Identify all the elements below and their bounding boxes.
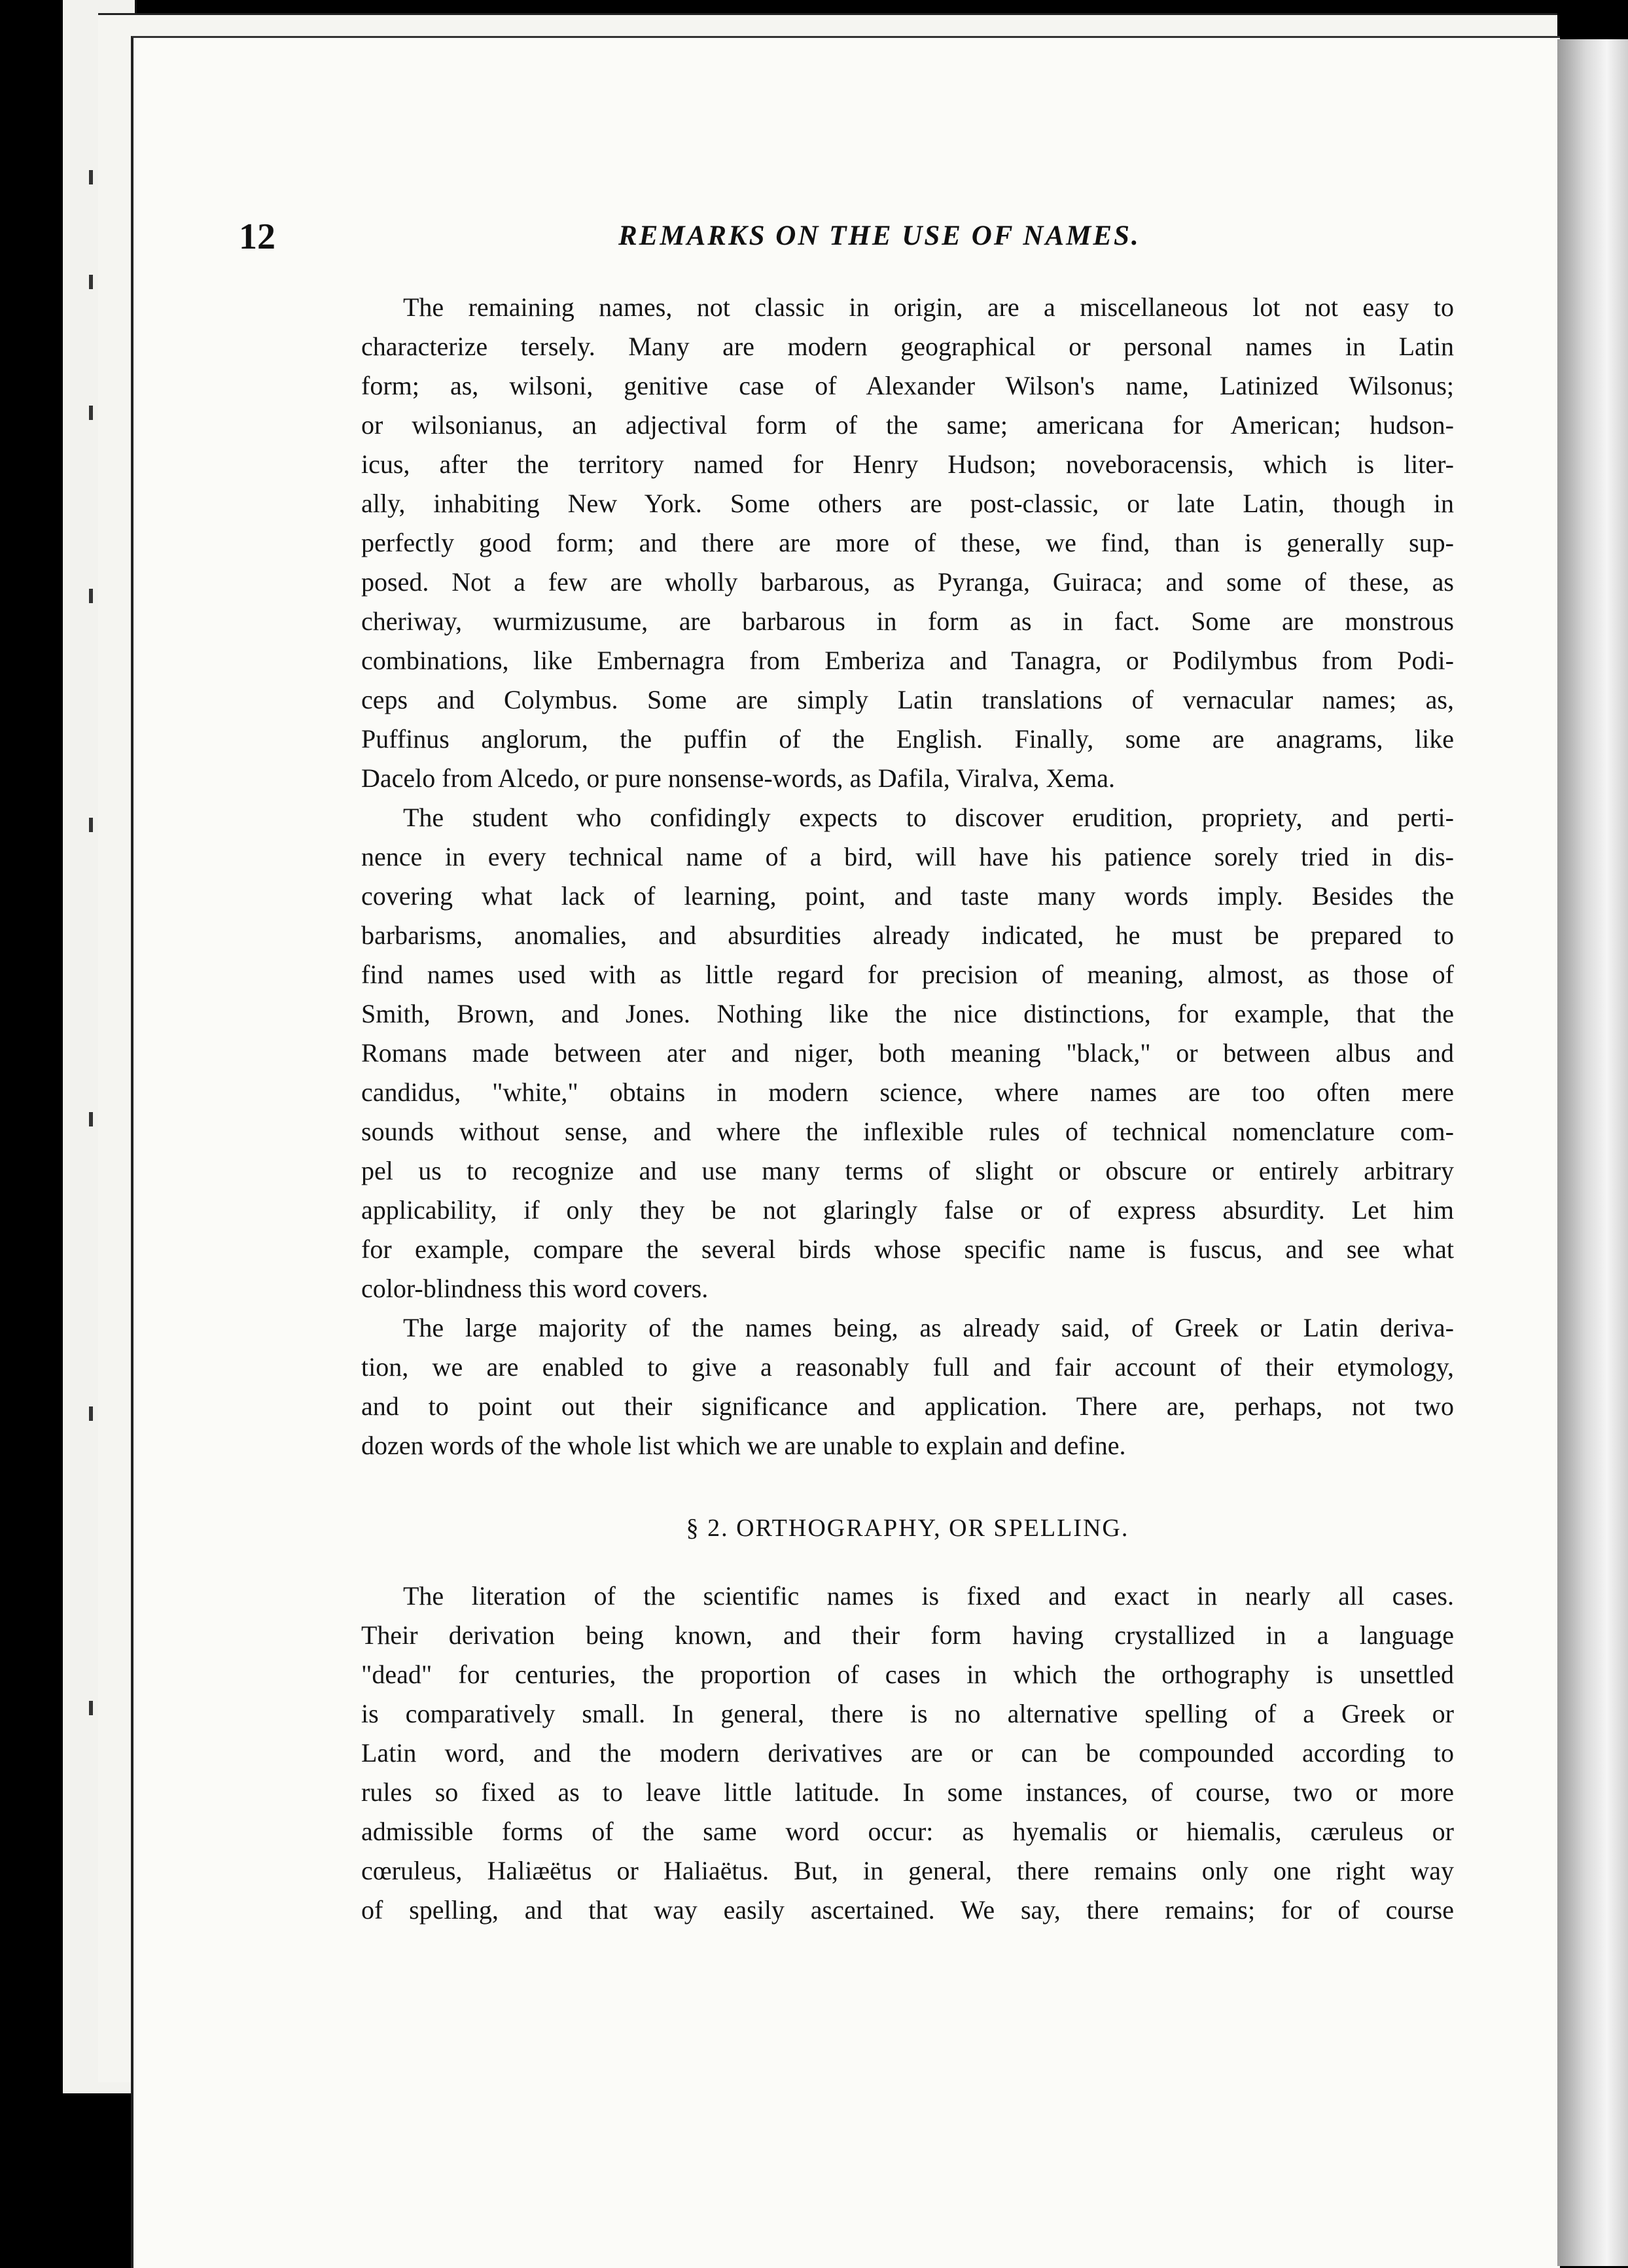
text-line: form; as, wilsoni, genitive case of Alexander Wilson's name, Latinized Wilsonus; [361, 371, 1454, 400]
edge-mark [89, 589, 93, 603]
text-line: Romans made between ater and niger, both meaning "black," or between albus and [361, 1038, 1454, 1068]
text-line: covering what lack of learning, point, and taste many words imply. Besides the [361, 881, 1454, 911]
text-line: Dacelo from Alcedo, or pure nonsense-words, as Dafila, Viralva, Xema. [361, 763, 1116, 793]
text-line: "dead" for centuries, the proportion of cases in which the orthography is unsettled [361, 1660, 1454, 1689]
text-line: color-blindness this word covers. [361, 1274, 709, 1303]
page-header [239, 216, 1456, 268]
text-line: cœruleus, Haliæëtus or Haliaëtus. But, in general, there remains only one right way [361, 1856, 1454, 1885]
text-line: ally, inhabiting New York. Some others are post-classic, or late Latin, though in [361, 489, 1454, 518]
text-line: for example, compare the several birds whose specific name is fuscus, and see what [361, 1234, 1454, 1264]
text-line: icus, after the territory named for Henry Hudson; noveboracensis, which is liter- [361, 449, 1454, 479]
text-line: is comparatively small. In general, there is no alternative spelling of a Greek or [361, 1699, 1454, 1728]
text-line: and to point out their significance and application. There are, perhaps, not two [361, 1391, 1454, 1421]
text-line: barbarisms, anomalies, and absurdities already indicated, he must be prepared to [361, 920, 1454, 950]
text-line: nence in every technical name of a bird, will have his patience sorely tried in dis- [361, 842, 1454, 871]
text-line: or wilsonianus, an adjectival form of the same; americana for American; hudson- [361, 410, 1454, 440]
edge-mark [89, 275, 93, 289]
text-line: sounds without sense, and where the inflexible rules of technical nomenclature com- [361, 1117, 1454, 1146]
page-number: 12 [239, 217, 275, 257]
paragraph-3 [361, 1308, 1454, 1465]
text-line: The large majority of the names being, as already said, of Greek or Latin deriva- [403, 1313, 1454, 1342]
page-right-edge-shadow [1557, 39, 1628, 2266]
text-line: posed. Not a few are wholly barbarous, as Pyranga, Guiraca; and some of these, as [361, 567, 1454, 597]
text-line: rules so fixed as to leave little latitude. In some instances, of course, two or more [361, 1777, 1454, 1807]
text-line: Their derivation being known, and their form having crystallized in a language [361, 1620, 1454, 1650]
text-line: of spelling, and that way easily ascertained. We say, there remains; for of course [361, 1895, 1454, 1925]
text-line: Latin word, and the modern derivatives are or can be compounded according to [361, 1738, 1454, 1768]
text-line: applicability, if only they be not glaringly false or of express absurdity. Let him [361, 1195, 1454, 1225]
edge-mark [89, 1701, 93, 1715]
paragraph-2 [361, 798, 1454, 1308]
text-line: Smith, Brown, and Jones. Nothing like the nice distinctions, for example, that the [361, 999, 1454, 1028]
text-line: ceps and Colymbus. Some are simply Latin translations of vernacular names; as, [361, 685, 1454, 714]
paragraph-1 [361, 288, 1454, 798]
edge-mark [89, 818, 93, 832]
paragraph-4 [361, 1577, 1454, 1930]
body-text [361, 288, 1454, 1930]
text-line: The remaining names, not classic in origin, are a miscellaneous lot not easy to [403, 292, 1454, 322]
edge-mark [89, 406, 93, 420]
edge-mark [89, 170, 93, 184]
text-line: combinations, like Embernagra from Emberiza and Tanagra, or Podilymbus from Podi- [361, 646, 1454, 675]
text-line: Puffinus anglorum, the puffin of the English. Finally, some are anagrams, like [361, 724, 1454, 754]
text-line: admissible forms of the same word occur: as hyemalis or hiemalis, cæruleus or [361, 1817, 1454, 1846]
text-line: The literation of the scientific names is fixed and exact in nearly all cases. [403, 1581, 1454, 1611]
text-line: candidus, "white," obtains in modern science, where names are too often mere [361, 1077, 1454, 1107]
edge-mark [89, 1112, 93, 1126]
text-line: characterize tersely. Many are modern geographical or personal names in Latin [361, 332, 1454, 361]
text-line: find names used with as little regard for precision of meaning, almost, as those of [361, 960, 1454, 989]
text-line: tion, we are enabled to give a reasonably full and fair account of their etymology, [361, 1352, 1454, 1382]
text-line: pel us to recognize and use many terms of slight or obscure or entirely arbitrary [361, 1156, 1454, 1185]
edge-mark [89, 1406, 93, 1421]
running-head: REMARKS ON THE USE OF NAMES. [618, 220, 1141, 251]
text-line: The student who confidingly expects to discover erudition, propriety, and perti- [403, 803, 1454, 832]
text-line: perfectly good form; and there are more of these, we find, than is generally sup- [361, 528, 1454, 557]
text-line: cheriway, wurmizusume, are barbarous in form as in fact. Some are monstrous [361, 606, 1454, 636]
text-line: dozen words of the whole list which we are unable to explain and define. [361, 1431, 1126, 1460]
section-heading: § 2. ORTHOGRAPHY, OR SPELLING. [686, 1514, 1129, 1542]
